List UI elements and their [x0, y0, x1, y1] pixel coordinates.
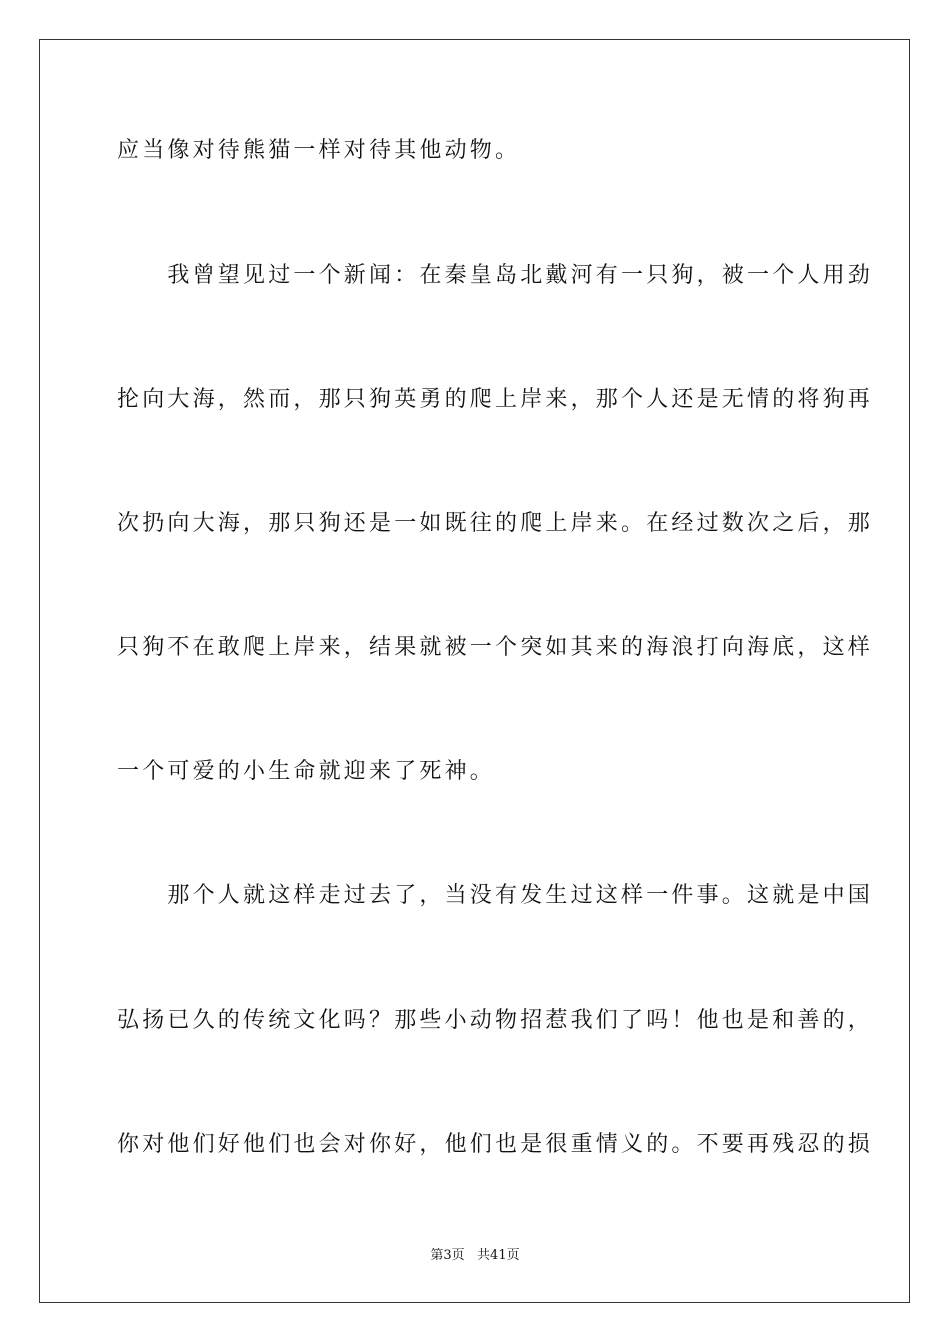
text-line: 应当像对待熊猫一样对待其他动物。: [117, 138, 521, 163]
page-footer: 第3页 共41页: [430, 1248, 520, 1263]
text-line: 那个人就这样走过去了，当没有发生过这样一件事。这就是中国: [117, 883, 874, 908]
text-line: 我曾望见过一个新闻：在秦皇岛北戴河有一只狗，被一个人用劲: [117, 263, 874, 288]
text-line: 弘扬已久的传统文化吗？那些小动物招惹我们了吗！他也是和善的，: [117, 1008, 874, 1033]
text-line: 次扔向大海，那只狗还是一如既往的爬上岸来。在经过数次之后，那: [117, 511, 874, 536]
text-line: 只狗不在敢爬上岸来，结果就被一个突如其来的海浪打向海底，这样: [117, 635, 874, 660]
text-line: 你对他们好他们也会对你好，他们也是很重情义的。不要再残忍的损: [117, 1132, 874, 1157]
text-line: 抡向大海，然而，那只狗英勇的爬上岸来，那个人还是无情的将狗再: [117, 387, 874, 412]
page-border: [39, 39, 910, 1303]
text-line: 一个可爱的小生命就迎来了死神。: [117, 759, 496, 784]
